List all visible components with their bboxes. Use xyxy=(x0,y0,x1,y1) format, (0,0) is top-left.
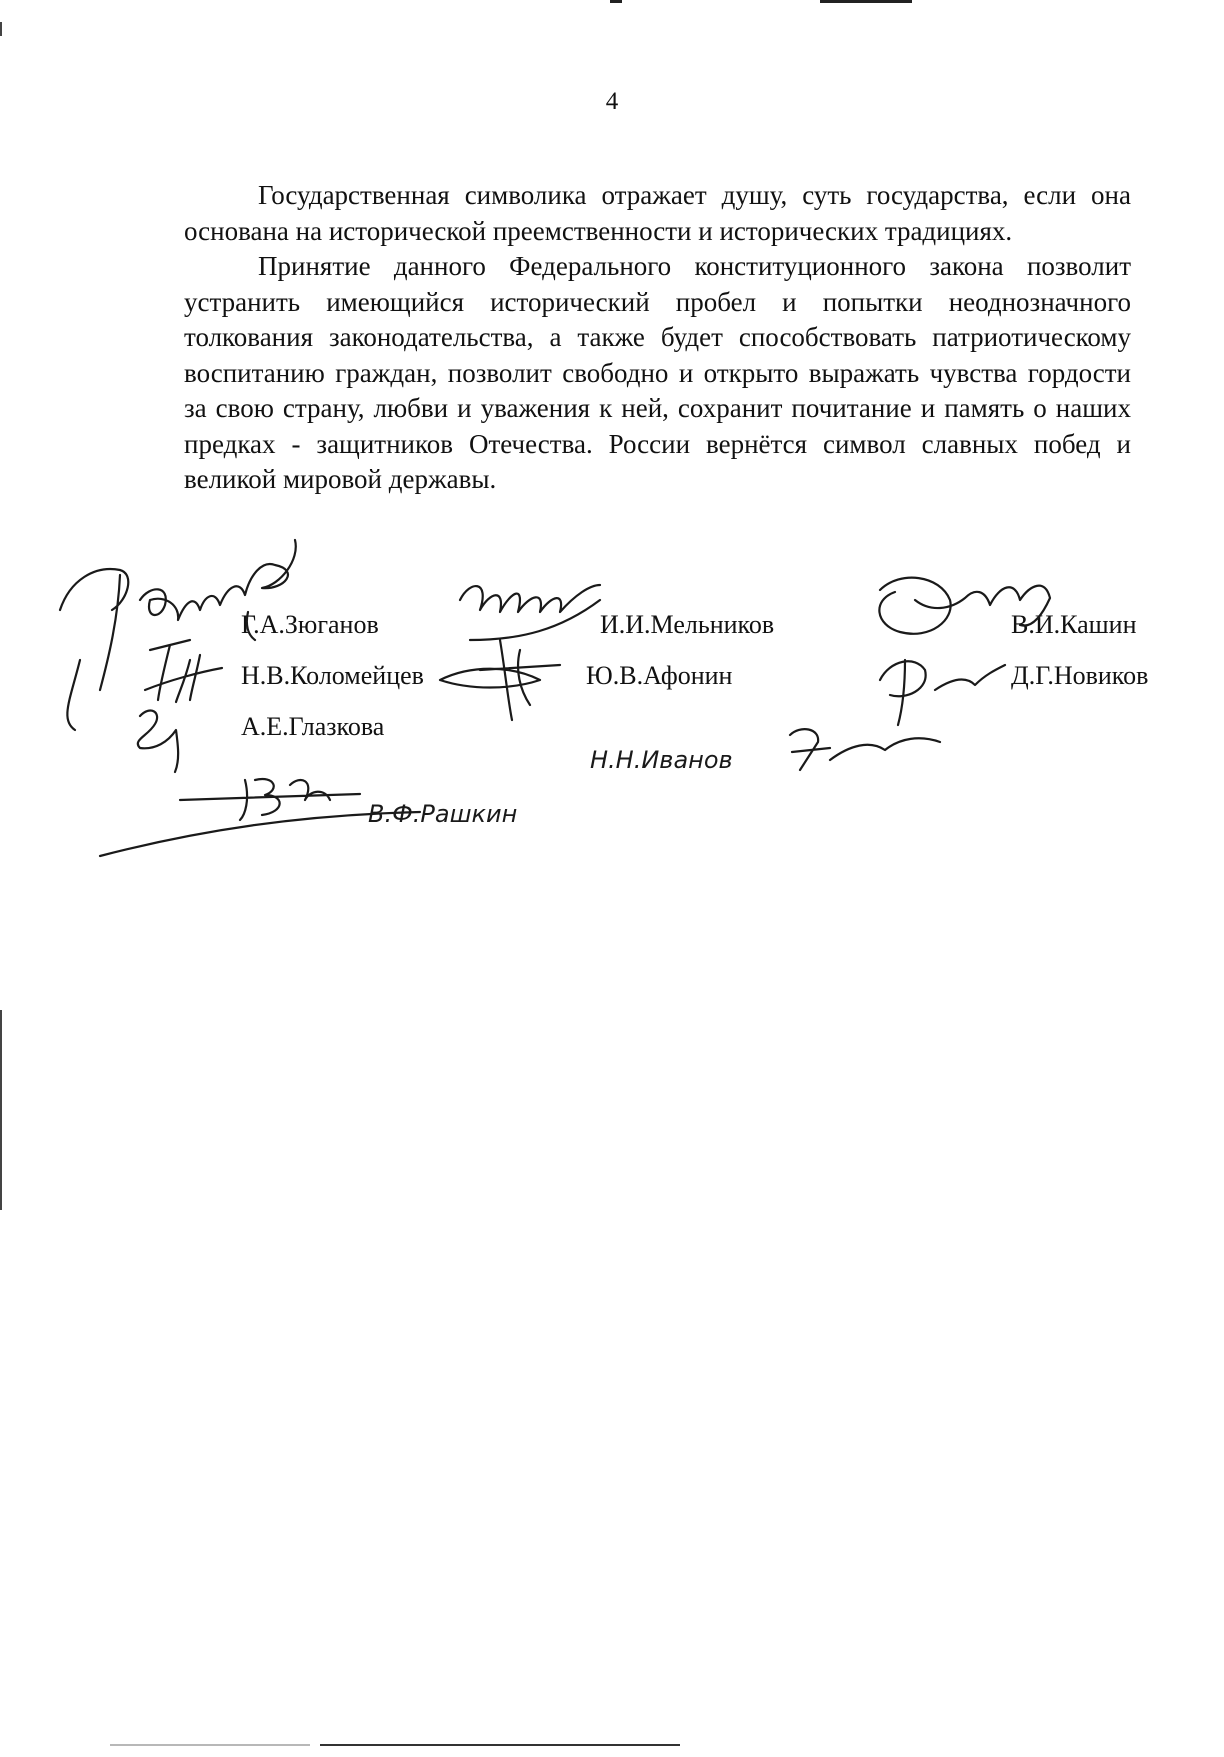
page-number: 4 xyxy=(605,88,619,115)
body-text xyxy=(184,178,1131,498)
handwritten-ivanov-note: Н.Н.Иванов xyxy=(590,746,733,774)
signature-novikov xyxy=(880,660,1005,725)
scan-bottom-mark xyxy=(320,1744,680,1746)
scan-mark xyxy=(820,0,912,3)
scan-mark xyxy=(610,0,622,3)
handwritten-rashkin-note: В.Ф.Рашкин xyxy=(368,800,518,828)
signature-glazkova xyxy=(138,711,178,772)
signatory-melnikov: И.И.Мельников xyxy=(600,610,775,639)
signatory-kolomeytsev: Н.В.Коломейцев xyxy=(241,661,424,690)
paragraph-1: Государственная символика отражает душу, суть государства, если она основана на исторической преемственности и исторических традициях. xyxy=(184,180,1131,246)
scan-edge-mark xyxy=(0,1010,2,1210)
signatory-novikov: Д.Г.Новиков xyxy=(1011,661,1149,690)
scan-bottom-mark xyxy=(110,1744,310,1746)
signatory-glazkova: А.Е.Глазкова xyxy=(241,712,385,741)
scan-edge-mark xyxy=(0,22,2,36)
signature-melnikov xyxy=(460,585,600,640)
signatory-kashin: В.И.Кашин xyxy=(1011,610,1137,639)
paragraph-2: Принятие данного Федерального конституционного закона позволит устранить имеющийся исторический пробел и попытки неоднозначного толкования законодательства, а также будет способствовать патриотическому воспитанию граждан, позволит свободно и открыто выражать чувства гордости за свою страну, любви и уважения к ней, сохранит почитание и память о наших предках - защитников Отечества. России вернётся символ славных побед и великой мировой державы. xyxy=(184,251,1131,494)
signature-ivanov xyxy=(790,729,940,770)
signature-rashkin xyxy=(100,779,420,856)
signatory-zyuganov: Г.А.Зюганов xyxy=(241,610,379,639)
signatory-afonin: Ю.В.Афонин xyxy=(586,661,733,690)
